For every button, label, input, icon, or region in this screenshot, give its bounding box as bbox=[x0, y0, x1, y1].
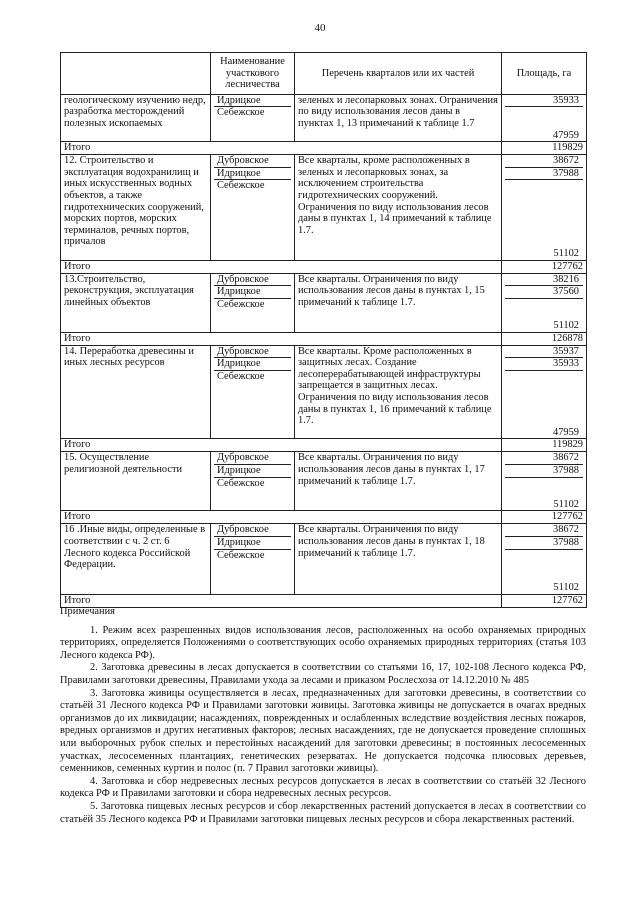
forestry-cell bbox=[211, 94, 295, 141]
area-value: 51102 bbox=[553, 498, 579, 510]
area-value: 47959 bbox=[553, 426, 579, 438]
header-quarters: Перечень кварталов или их частей bbox=[295, 53, 502, 95]
table-row bbox=[61, 94, 587, 141]
activity-cell: 14. Переработка древесины и иных лесных ресурсов bbox=[61, 345, 211, 439]
area-value: 51102 bbox=[553, 582, 579, 594]
area-value: 37988 bbox=[505, 537, 583, 550]
forestry-name: Идрицкое bbox=[214, 168, 291, 181]
forestry-cell bbox=[211, 524, 295, 595]
area-value: 35933 bbox=[505, 358, 583, 371]
area-value: 38672 bbox=[505, 155, 583, 168]
table-row bbox=[61, 273, 587, 332]
total-value: 127762 bbox=[502, 260, 587, 273]
forestry-name: Себежское bbox=[217, 180, 265, 192]
header-area: Площадь, га bbox=[502, 53, 587, 95]
forestry-cell bbox=[211, 452, 295, 511]
area-value: 37560 bbox=[505, 286, 583, 299]
total-label: Итого bbox=[61, 511, 502, 524]
total-row bbox=[61, 260, 587, 273]
table-header-row bbox=[61, 53, 587, 95]
total-label: Итого bbox=[61, 260, 502, 273]
header-forestry: Наименование участкового лесничества bbox=[211, 53, 295, 95]
area-cell bbox=[502, 94, 587, 141]
forestry-name: Идрицкое bbox=[214, 537, 291, 550]
quarters-cell: Все кварталы. Ограничения по виду использования лесов даны в пунктах 1, 17 примечаний к таблице 1.7. bbox=[295, 452, 502, 511]
notes-section bbox=[60, 606, 586, 826]
forestry-name: Себежское bbox=[217, 107, 265, 119]
area-value: 47959 bbox=[553, 129, 579, 141]
area-value: 35937 bbox=[505, 346, 583, 359]
area-value: 38672 bbox=[505, 524, 583, 537]
forestry-name: Себежское bbox=[217, 477, 265, 489]
total-value: 119829 bbox=[502, 142, 587, 155]
activity-cell: геологическому изучению недр, разработка месторождений полезных ископаемых bbox=[61, 94, 211, 141]
table-row bbox=[61, 452, 587, 511]
forestry-name: Дубровское bbox=[214, 452, 291, 465]
quarters-cell: Все кварталы, кроме расположенных в зеленых и лесопарковых зонах, за исключением строительства гидротехнических сооружений. Ограничения по виду использования лесов даны в пунктах 1, 14 примечаний к таблице 1.7. bbox=[295, 155, 502, 260]
forestry-name: Себежское bbox=[217, 370, 265, 382]
page-number: 40 bbox=[314, 22, 326, 34]
activity-cell: 12. Строительство и эксплуатация водохранилищ и иных искусственных водных объектов, а также гидротехнических сооружений, морских портов, морских терминалов, речных портов, причалов bbox=[61, 155, 211, 260]
forestry-cell bbox=[211, 345, 295, 439]
total-row bbox=[61, 142, 587, 155]
forest-use-table bbox=[60, 52, 587, 608]
table-row bbox=[61, 345, 587, 439]
forestry-name: Себежское bbox=[217, 298, 265, 310]
forestry-name: Дубровское bbox=[214, 155, 291, 168]
total-row bbox=[61, 511, 587, 524]
area-value: 38216 bbox=[505, 274, 583, 287]
forestry-cell bbox=[211, 273, 295, 332]
quarters-cell: Все кварталы. Ограничения по виду использования лесов даны в пунктах 1, 15 примечаний к таблице 1.7. bbox=[295, 273, 502, 332]
forestry-name: Идрицкое bbox=[214, 95, 291, 108]
note-5: 5. Заготовка пищевых лесных ресурсов и сбор лекарственных растений допускается в лесах в соответствии со статьёй 35 Лесного кодекса РФ и Правилами заготовки пищевых лесных ресурсов и сбора лекарственных растений. bbox=[60, 800, 586, 825]
area-cell bbox=[502, 452, 587, 511]
header-activity bbox=[61, 53, 211, 95]
area-value: 38672 bbox=[505, 452, 583, 465]
note-4: 4. Заготовка и сбор недревесных лесных ресурсов допускается в лесах в соответствии со статьёй 32 Лесного кодекса РФ и Правилами заготовки и сбора недревесных лесных ресурсов. bbox=[60, 775, 586, 800]
forestry-name: Идрицкое bbox=[214, 286, 291, 299]
total-row bbox=[61, 332, 587, 345]
area-cell bbox=[502, 155, 587, 260]
activity-cell: 13.Строительство, реконструкция, эксплуатация линейных объектов bbox=[61, 273, 211, 332]
total-label: Итого bbox=[61, 142, 502, 155]
activity-cell: 15. Осуществление религиозной деятельности bbox=[61, 452, 211, 511]
forestry-name: Дубровское bbox=[214, 524, 291, 537]
area-value: 51102 bbox=[553, 247, 579, 259]
total-value: 119829 bbox=[502, 439, 587, 452]
total-value: 127762 bbox=[502, 594, 587, 607]
table-row bbox=[61, 155, 587, 260]
forestry-name: Себежское bbox=[217, 549, 265, 561]
table-row bbox=[61, 524, 587, 595]
forestry-cell bbox=[211, 155, 295, 260]
area-value: 37988 bbox=[505, 465, 583, 478]
activity-cell: 16 .Иные виды, определенные в соответствии с ч. 2 ст. 6 Лесного кодекса Российской Федерации. bbox=[61, 524, 211, 595]
total-label: Итого bbox=[61, 332, 502, 345]
area-cell bbox=[502, 345, 587, 439]
area-cell bbox=[502, 524, 587, 595]
forestry-name: Дубровское bbox=[214, 274, 291, 287]
forestry-name: Идрицкое bbox=[214, 358, 291, 371]
total-value: 126878 bbox=[502, 332, 587, 345]
table-body bbox=[61, 94, 587, 607]
total-row bbox=[61, 439, 587, 452]
total-value: 127762 bbox=[502, 511, 587, 524]
quarters-cell: Все кварталы. Ограничения по виду использования лесов даны в пунктах 1, 18 примечаний к таблице 1.7. bbox=[295, 524, 502, 595]
area-cell bbox=[502, 273, 587, 332]
note-3: 3. Заготовка живицы осуществляется в лесах, предназначенных для заготовки древесины, в соответствии со статьёй 31 Лесного кодекса РФ и Правилами заготовки живицы. Заготовка живицы не допускается в очагах вредных организмов до их ликвидации; насаждениях, поврежденных и ослабленных вследствие воздействия лесных пожаров, вредных организмов и других негативных факторов; лесных насаждениях, где не допускается проведение сплошных или выборочных рубок спелых и перестойных насаждений для заготовки древесины; в постоянных лесосеменных участках, лесосеменных плантациях, генетических резерватах. Не допускается подсочка плюсовых деревьев, семенников, семенных куртин и полос (п. 7 Правил заготовки живицы). bbox=[60, 687, 586, 775]
quarters-cell: Все кварталы. Кроме расположенных в защитных лесах. Создание лесоперерабатывающей инфраструктуры запрещается в защитных лесах. Ограничения по виду использования лесов даны в пунктах 1, 16 примечаний к таблице 1.7. bbox=[295, 345, 502, 439]
notes-title: Примечания bbox=[60, 606, 115, 617]
forestry-name: Идрицкое bbox=[214, 465, 291, 478]
forestry-name: Дубровское bbox=[214, 346, 291, 359]
total-label: Итого bbox=[61, 594, 502, 607]
total-label: Итого bbox=[61, 439, 502, 452]
area-value: 35933 bbox=[505, 95, 583, 108]
area-value: 51102 bbox=[553, 319, 579, 331]
quarters-cell: зеленых и лесопарковых зонах. Ограничения по виду использования лесов даны в пунктах 1, 13 примечаний к таблице 1.7 bbox=[295, 94, 502, 141]
area-value: 37988 bbox=[505, 168, 583, 181]
note-1: 1. Режим всех разрешенных видов использования лесов, расположенных на особо охраняемых природных территориях, определяется Положениями о соответствующих особо охраняемых природных территориях (статья 103 Лесного кодекса РФ). bbox=[60, 624, 586, 661]
note-2: 2. Заготовка древесины в лесах допускается в соответствии со статьями 16, 17, 102-108 Лесного кодекса РФ, Правилами заготовки древесины, Правилами ухода за лесами и приказом Рослесхоза от 14.12.2010 № 485 bbox=[60, 662, 586, 686]
